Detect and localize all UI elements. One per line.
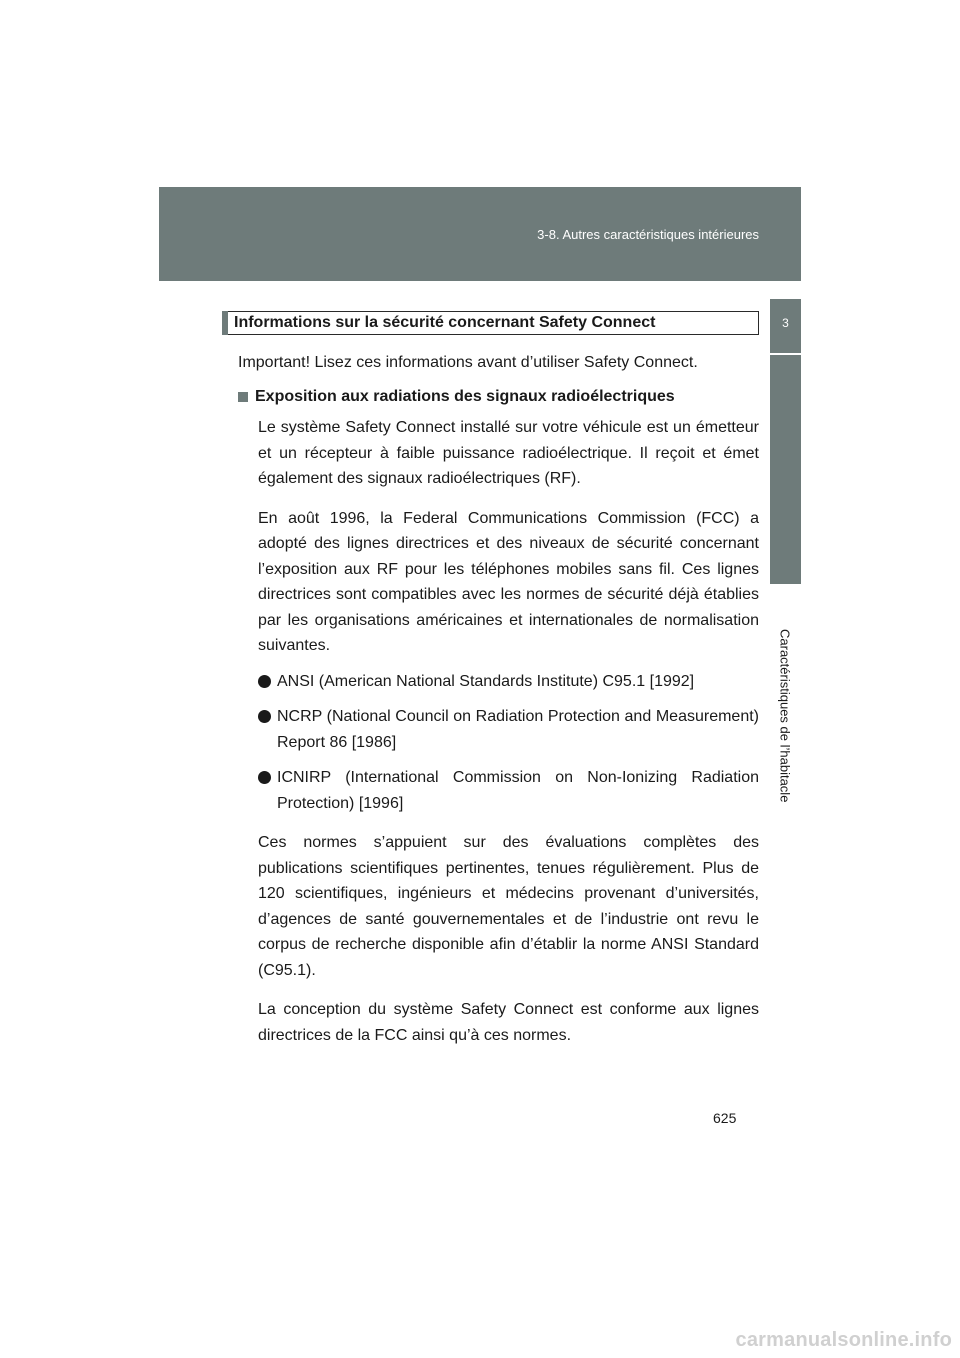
chapter-label: Caractéristiques de l’habitacle <box>777 629 793 803</box>
chapter-number: 3 <box>782 316 789 330</box>
paragraph: En août 1996, la Federal Communications Commission (FCC) a adopté des lignes directrices et des niveaux de sécurité concernant l’exposition aux RF pour les téléphones mobiles sans fil. Ces lignes directrices sont compatibles avec les normes de sécurité déjà établies par les organisations américaines et internationales de normalisation suivantes. <box>258 509 759 654</box>
square-bullet-icon <box>238 392 248 402</box>
list-item-text: ICNIRP (International Commission on Non-Ionizing Radiation Protection) [1996] <box>277 769 759 812</box>
header-band <box>159 187 801 281</box>
list-item <box>258 669 759 695</box>
chapter-side-tab <box>770 299 801 1149</box>
list-item <box>258 765 759 816</box>
list-item <box>258 704 759 755</box>
subheading <box>238 385 759 409</box>
section-heading: Informations sur la sécurité concernant Safety Connect <box>222 311 759 335</box>
paragraph: Le système Safety Connect installé sur votre véhicule est un émetteur et un récepteur à faible puissance radioélectrique. Il reçoit et émet également des signaux radioélectriques (RF). <box>258 419 759 487</box>
list-item-text: ANSI (American National Standards Institute) C95.1 [1992] <box>277 672 695 690</box>
paragraph: La conception du système Safety Connect est conforme aux lignes directrices de la FCC ainsi qu’à ces normes. <box>258 1001 759 1044</box>
bullet-dot-icon <box>258 710 271 723</box>
chapter-tab-bar <box>770 355 801 584</box>
watermark: carmanualsonline.info <box>735 1329 952 1351</box>
bullet-dot-icon <box>258 675 271 688</box>
standards-list <box>258 669 759 817</box>
subheading-text: Exposition aux radiations des signaux radioélectriques <box>255 388 675 405</box>
list-item-text: NCRP (National Council on Radiation Protection and Measurement) Report 86 [1986] <box>277 708 759 751</box>
page-content <box>222 311 759 1048</box>
intro-text: Important! Lisez ces informations avant d’utiliser Safety Connect. <box>238 354 698 371</box>
chapter-number-box <box>770 299 801 353</box>
bullet-dot-icon <box>258 771 271 784</box>
page-number: 625 <box>713 1110 737 1126</box>
paragraph: Ces normes s’appuient sur des évaluations complètes des publications scientifiques pertinentes, tenues régulièrement. Plus de 120 scientifiques, ingénieurs et médecins provenant d’universités, d’agences de santé gouvernementales et de l’industrie ont revu le corpus de recherche disponible afin d’établir la norme ANSI Standard (C95.1). <box>258 834 759 979</box>
section-title-header: 3-8. Autres caractéristiques intérieures <box>537 227 759 242</box>
